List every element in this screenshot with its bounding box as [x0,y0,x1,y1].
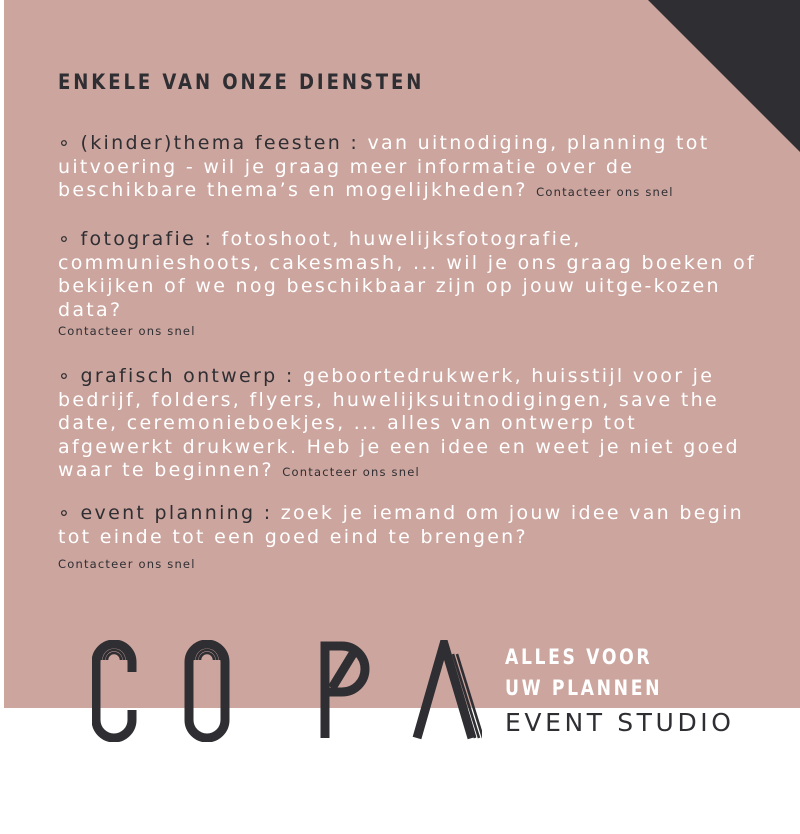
tagline-line-2: UW PLANNEN [505,676,663,700]
service-title: (kinder)thema feesten : [80,132,360,154]
bullet-icon: ∘ [58,365,73,387]
dark-corner-triangle [648,0,800,152]
service-event-planning [58,502,758,573]
service-description: geboortedrukwerk, huisstijl voor je bedrijf, folders, flyers, huwelijksuitnodigingen, save the date, ceremonieboekjes, ... alles van ontwerp tot afgewerkt drukwerk. Heb je een idee en weet je niet goed waar te beginnen? [58,365,740,481]
tagline-event-studio: EVENT STUDIO [505,708,735,737]
service-description: zoek je iemand om jouw idee van begin tot einde tot een goed eind te brengen? [58,502,744,548]
contact-link[interactable]: Contacteer ons snel [282,465,420,479]
service-title: grafisch ontwerp : [80,365,295,387]
contact-link[interactable]: Contacteer ons snel [58,557,196,571]
page-heading: ENKELE VAN ONZE DIENSTEN [58,70,425,94]
bullet-icon: ∘ [58,502,73,524]
service-description: van uitnodiging, planning tot uitvoering - wil je graag meer informatie over de beschikbare thema’s en mogelijkheden? [58,132,710,201]
tagline-line-1: ALLES VOOR [505,645,653,669]
service-description: fotoshoot, huwelijksfotografie, communieshoots, cakesmash, ... wil je ons graag boeken of bekijken of we nog beschikbaar zijn op jouw uitge-kozen data? [58,228,756,321]
bullet-icon: ∘ [58,132,73,154]
service-fotografie [58,228,758,340]
service-kinderthema-feesten [58,132,758,205]
contact-link[interactable]: Contacteer ons snel [58,324,196,338]
bullet-icon: ∘ [58,228,73,250]
copa-logo [92,640,482,742]
service-title: fotografie : [80,228,214,250]
service-title: event planning : [80,502,273,524]
service-grafisch-ontwerp [58,365,758,485]
contact-link[interactable]: Contacteer ons snel [536,185,674,199]
